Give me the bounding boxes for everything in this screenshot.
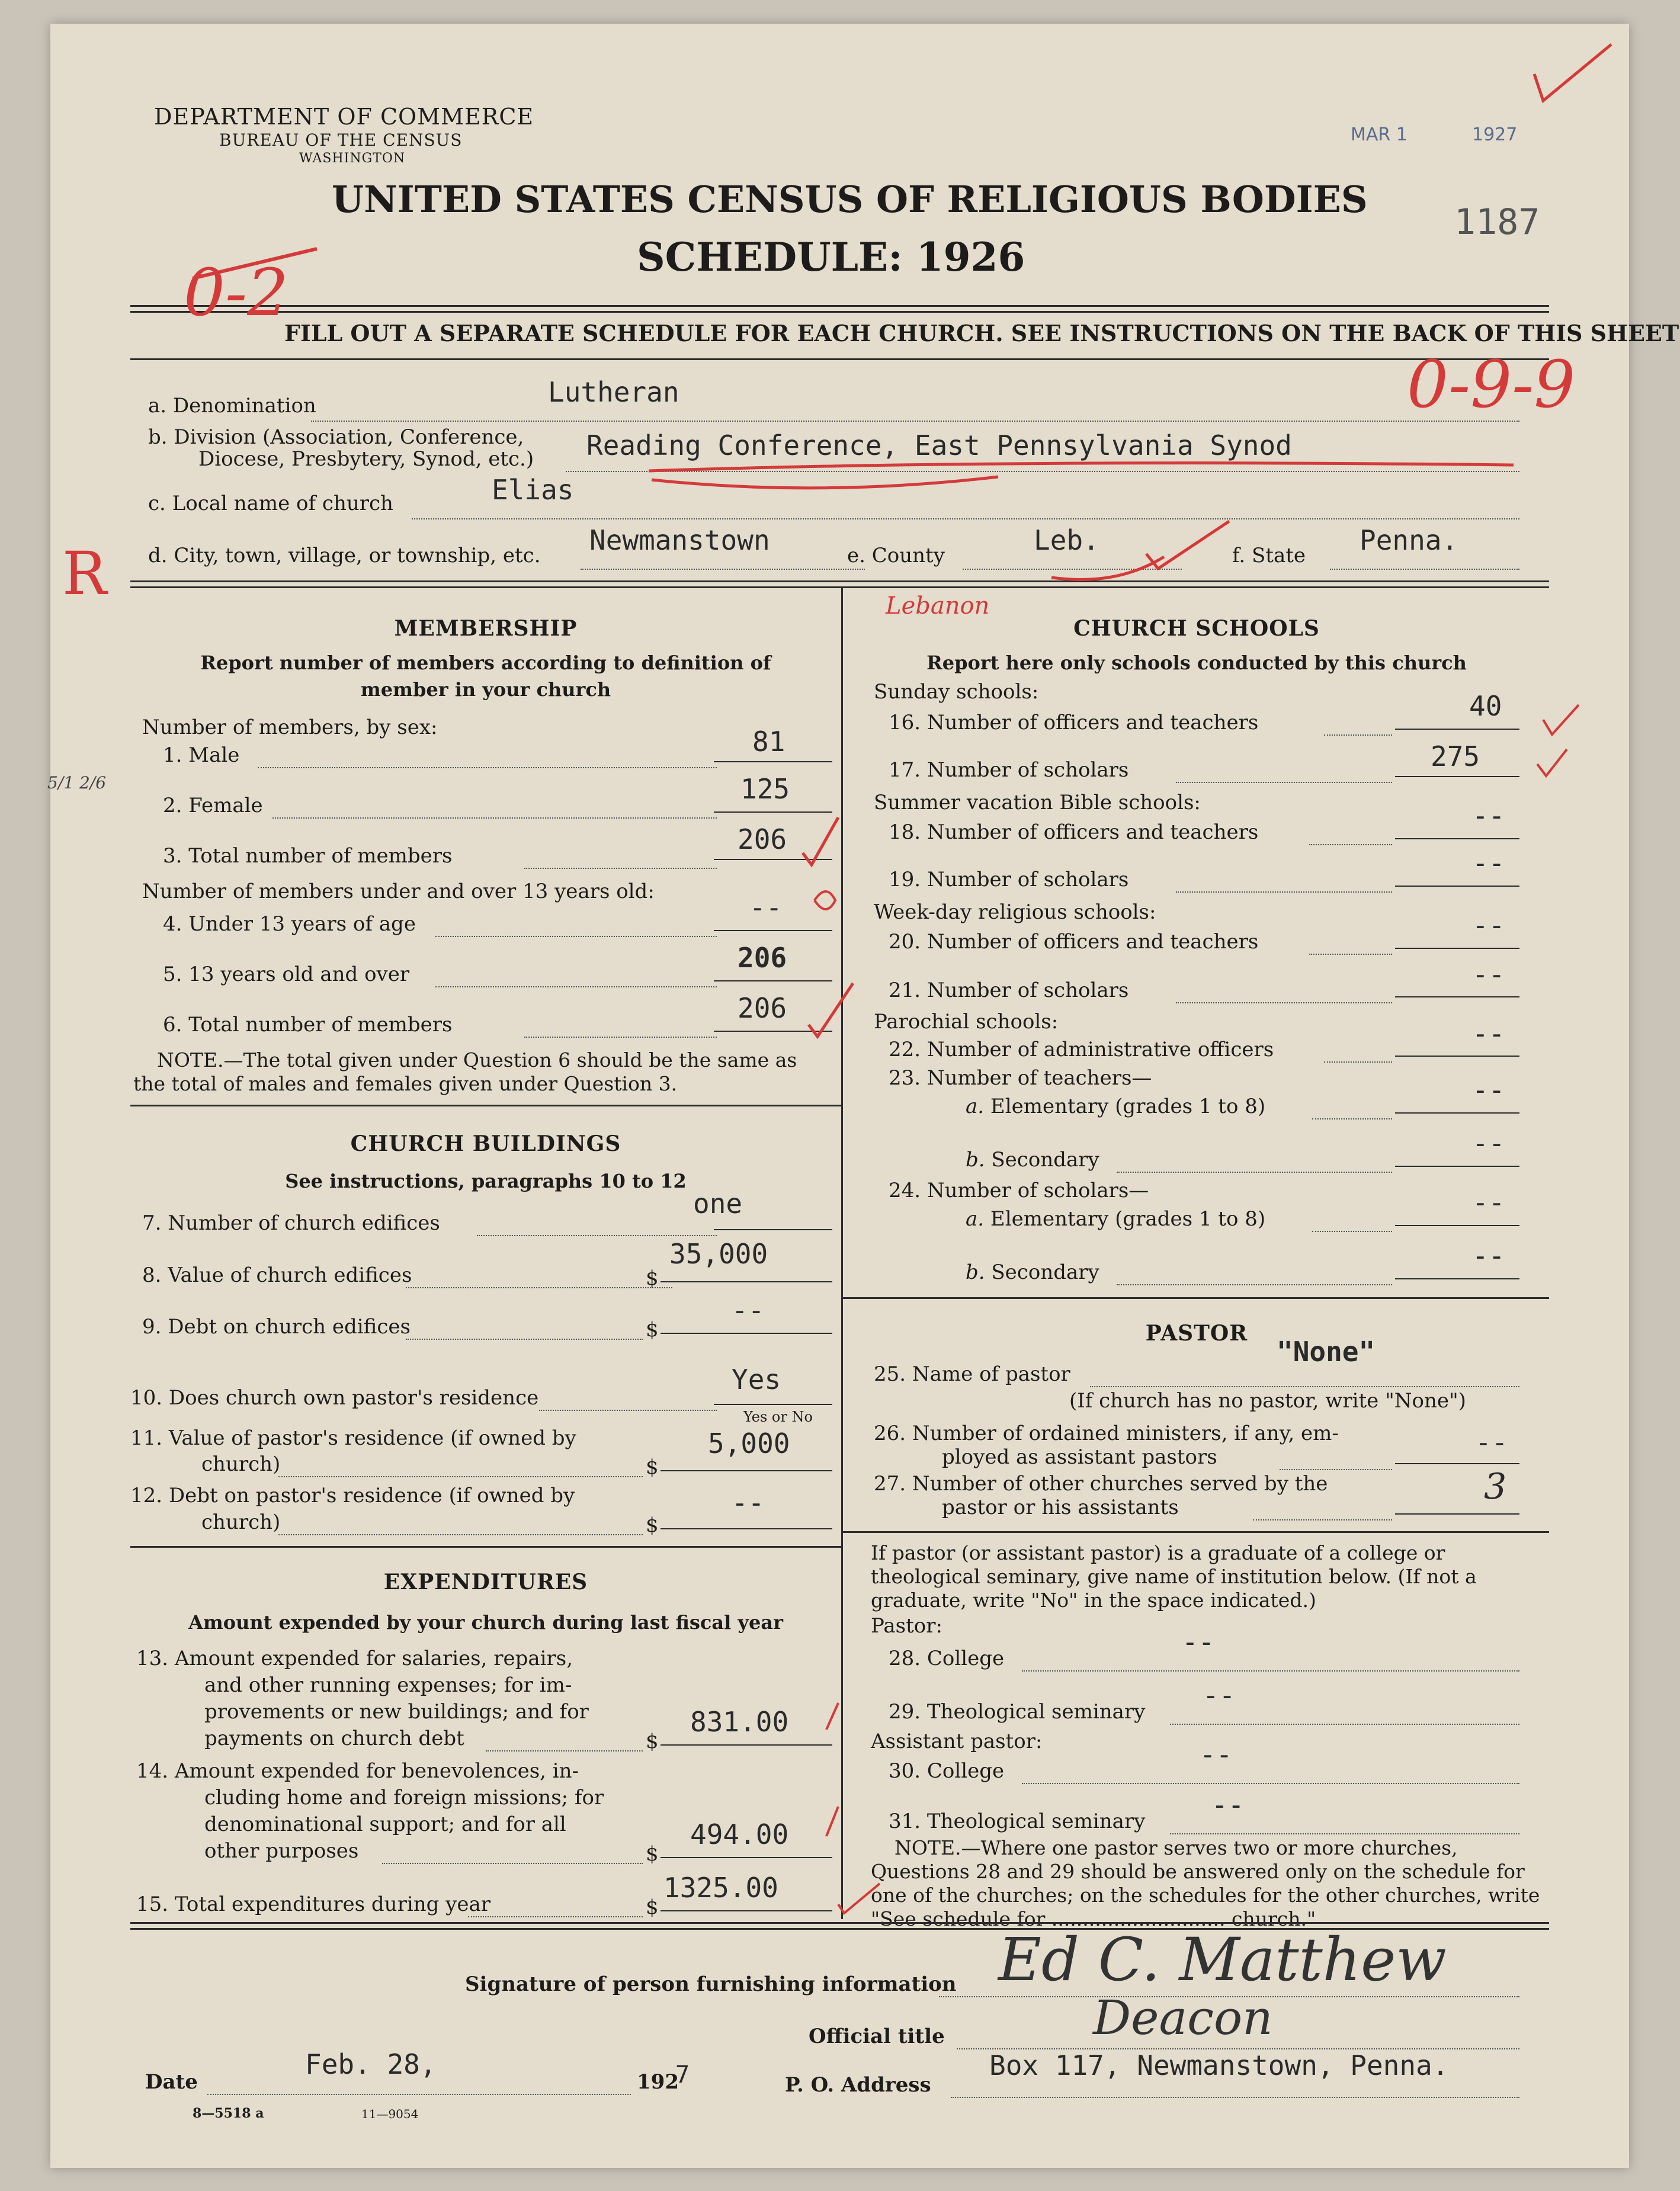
q10-yes-no-hint: Yes or No [743,1409,813,1425]
q21-label: 21. Number of scholars [889,979,1129,1002]
q25-label: 25. Name of pastor [874,1362,1070,1386]
city-line: WASHINGTON [299,151,406,166]
state-value: Penna. [1360,524,1458,556]
q5-label: 5. 13 years old and over [163,963,410,986]
q7-label: 7. Number of church edifices [142,1211,440,1235]
q6-value: 206 [738,992,787,1024]
q1-label: 1. Male [163,743,240,767]
sunday-schools-label: Sunday schools: [874,680,1039,704]
q29-value: -- [1203,1679,1236,1711]
signature-label: Signature of person furnishing information [465,1972,957,1996]
q14-dollar: $ [646,1842,659,1866]
q24a-label: a. Elementary (grades 1 to 8) [966,1207,1266,1231]
check-mark-top [1534,44,1611,101]
underline-division [649,463,1514,488]
q10-value: Yes [732,1364,781,1396]
expenditures-sub: Amount expended by your church during last fiscal year [188,1611,783,1634]
q22-label: 22. Number of administrative officers [889,1038,1274,1061]
q13-label-4: payments on church debt [204,1727,464,1750]
q3-value: 206 [738,823,787,855]
q20-label: 20. Number of officers and teachers [889,930,1259,954]
q14-label-3: denominational support; and for all [204,1813,566,1836]
q24-label: 24. Number of scholars— [889,1179,1149,1202]
q17-value: 275 [1431,740,1480,772]
q24a-value: -- [1472,1186,1505,1218]
census-schedule-sheet [47,24,1679,2168]
q5-value: 206 [738,942,787,974]
q26-label-1: 26. Number of ordained ministers, if any, em- [874,1422,1339,1445]
check-mark-sunday-scholars [1537,749,1567,776]
q16-label: 16. Number of officers and teachers [889,711,1259,734]
official-title-label: Official title [809,2025,945,2048]
field-f-label: f. State [1232,544,1306,567]
received-stamp-date: MAR 1 [1351,124,1408,145]
schools-title: CHURCH SCHOOLS [1073,616,1320,641]
field-b-label-2: Diocese, Presbytery, Synod, etc.) [198,447,534,471]
handwritten-county: Lebanon [886,592,990,620]
q9-dollar: $ [646,1318,659,1342]
membership-by-sex: Number of members, by sex: [142,716,438,739]
pastor-sub-label: Pastor: [871,1614,942,1638]
q6-label: 6. Total number of members [163,1013,453,1037]
q14-label-4: other purposes [204,1839,359,1863]
signature-value: Ed C. Matthew [998,1925,1447,1994]
form-number-2: 11—9054 [361,2107,419,2121]
q14-value: 494.00 [690,1818,789,1850]
q20-value: -- [1472,909,1505,941]
zero-mark-under-13 [815,891,835,909]
q17-label: 17. Number of scholars [889,758,1129,782]
q27-label-2: pastor or his assistants [942,1496,1179,1519]
received-stamp-year: 1927 [1472,124,1518,145]
q11-label-2: church) [201,1452,281,1476]
date-label: Date [145,2070,198,2094]
q13-label-2: and other running expenses; for im- [204,1673,572,1697]
q12-label-1: 12. Debt on pastor's residence (if owned by [130,1484,575,1507]
margin-note: 5/1 2/6 [47,773,107,793]
q19-label: 19. Number of scholars [889,868,1129,891]
mark-expenditure-13 [826,1703,838,1730]
parochial-schools-label: Parochial schools: [874,1010,1059,1034]
graduate-instructions: If pastor (or assistant pastor) is a graduate of a college or theological seminary, give name of institution below. (If not a graduate, write "No" in the space indicated.) [871,1541,1477,1612]
schedule-number: 1187 [1454,201,1540,243]
po-address-value: Box 117, Newmanstown, Penna. [989,2049,1449,2081]
q7-value: one [693,1188,743,1220]
field-a-label: a. Denomination [148,394,316,418]
q21-value: -- [1472,958,1505,990]
membership-note: NOTE.—The total given under Question 6 should be the same as the total of males and females given under Question 3. [133,1048,797,1095]
q29-label: 29. Theological seminary [889,1700,1146,1724]
field-b-label-1: b. Division (Association, Conference, [148,425,524,449]
mark-expenditure-14 [826,1807,838,1836]
q15-value: 1325.00 [663,1872,778,1904]
q2-value: 125 [740,773,790,805]
check-mark-total-expenditures [838,1884,880,1913]
q23a-value: -- [1472,1074,1505,1106]
q22-value: -- [1472,1018,1505,1050]
q8-value: 35,000 [669,1238,768,1270]
q13-label-3: provements or new buildings; and for [204,1700,589,1724]
q13-label-1: 13. Amount expended for salaries, repairs, [136,1647,573,1670]
q8-dollar: $ [646,1266,659,1290]
q14-label-1: 14. Amount expended for benevolences, in- [136,1759,579,1783]
q23-label: 23. Number of teachers— [889,1066,1152,1090]
q30-value: -- [1200,1738,1233,1770]
year-prefix: 192 [637,2070,679,2094]
q24b-label: b. Secondary [966,1260,1099,1284]
membership-sub-1: Report number of members according to definition of [200,652,771,674]
q27-value: 3 [1484,1466,1507,1507]
q19-value: -- [1472,847,1505,879]
field-e-label: e. County [847,544,945,567]
q31-value: -- [1211,1789,1245,1821]
po-address-label: P. O. Address [785,2073,931,2097]
city-value: Newmanstown [589,524,770,556]
pastor-title: PASTOR [1145,1321,1248,1346]
underline-r-1 [193,249,317,278]
q26-value: -- [1475,1426,1508,1458]
q23a-label: a. Elementary (grades 1 to 8) [966,1095,1266,1118]
membership-title: MEMBERSHIP [394,616,578,641]
q8-label: 8. Value of church edifices [142,1263,412,1287]
q18-label: 18. Number of officers and teachers [889,820,1259,844]
q9-label: 9. Debt on church edifices [142,1315,411,1339]
check-mark-members-6 [809,983,853,1037]
q12-value: -- [732,1487,765,1519]
buildings-title: CHURCH BUILDINGS [350,1131,621,1156]
expenditures-title: EXPENDITURES [383,1570,588,1595]
q4-label: 4. Under 13 years of age [163,912,416,936]
q15-label: 15. Total expenditures during year [136,1892,491,1916]
county-value: Leb. [1034,524,1099,556]
q23b-label: b. Secondary [966,1148,1099,1172]
division-value: Reading Conference, East Pennsylvania Synod [586,429,1292,461]
q11-dollar: $ [646,1455,659,1479]
membership-under-over: Number of members under and over 13 years old: [142,880,655,903]
q3-label: 3. Total number of members [163,844,453,868]
handwritten-r: R [62,539,107,608]
q28-value: -- [1182,1626,1215,1658]
year-value: 7 [675,2061,690,2089]
field-c-label: c. Local name of church [148,492,393,515]
q13-dollar: $ [646,1730,659,1753]
schools-sub: Report here only schools conducted by this church [926,652,1467,674]
q18-value: -- [1472,800,1505,832]
q11-value: 5,000 [708,1427,790,1459]
summer-schools-label: Summer vacation Bible schools: [874,791,1201,814]
check-mark-members-total [803,817,838,865]
denomination-value: Lutheran [548,376,679,408]
q25-instruction: (If church has no pastor, write "None") [1069,1389,1466,1413]
handwritten-code-2: 0-9-9 [1407,347,1576,422]
q16-value: 40 [1469,690,1502,722]
q9-value: -- [732,1294,765,1326]
q1-value: 81 [752,726,786,758]
q11-label-1: 11. Value of pastor's residence (if owned by [130,1426,576,1450]
q2-label: 2. Female [163,794,263,817]
q15-dollar: $ [646,1895,659,1919]
check-mark-sunday-teachers [1543,705,1579,734]
q4-value: -- [749,891,783,923]
q28-label: 28. College [889,1647,1005,1670]
field-d-label: d. City, town, village, or township, etc. [148,544,541,567]
q24b-value: -- [1472,1240,1505,1272]
q26-label-2: ployed as assistant pastors [942,1445,1217,1469]
q27-label-1: 27. Number of other churches served by the [874,1472,1328,1496]
weekday-schools-label: Week-day religious schools: [874,900,1156,924]
schedule-title: SCHEDULE: 1926 [637,234,1025,280]
q25-value: "None" [1277,1336,1376,1368]
handwritten-code-1: 0-2 [184,255,289,331]
church-name-value: Elias [492,474,574,506]
date-value: Feb. 28, [305,2048,437,2080]
assistant-pastor-label: Assistant pastor: [871,1730,1043,1753]
department-line: DEPARTMENT OF COMMERCE [154,104,534,130]
q30-label: 30. College [889,1759,1005,1783]
form-title: UNITED STATES CENSUS OF RELIGIOUS BODIES [332,178,1368,221]
q31-label: 31. Theological seminary [889,1810,1146,1833]
form-number-1: 8—5518 a [193,2106,264,2121]
q13-value: 831.00 [690,1706,789,1738]
check-mark-county [1051,521,1229,579]
official-title-value: Deacon [1093,1990,1273,2045]
buildings-sub: See instructions, paragraphs 10 to 12 [285,1170,687,1192]
membership-sub-2: member in your church [360,678,611,701]
handwritten-marks [50,24,1629,2168]
instructions-banner: FILL OUT A SEPARATE SCHEDULE FOR EACH CHURCH. SEE INSTRUCTIONS ON THE BACK OF THIS SHEET [284,320,1679,347]
q10-label: 10. Does church own pastor's residence [130,1386,539,1410]
bureau-line: BUREAU OF THE CENSUS [219,130,463,150]
pastor-note: NOTE.—Where one pastor serves two or more churches, Questions 28 and 29 should be answered only on the schedule for one of the churches; on the schedules for the other churches, write "See schedule for ............................ church." [871,1836,1540,1930]
q14-label-2: cluding home and foreign missions; for [204,1786,604,1810]
q23b-value: -- [1472,1127,1505,1159]
q12-label-2: church) [201,1510,281,1534]
q12-dollar: $ [646,1513,659,1537]
